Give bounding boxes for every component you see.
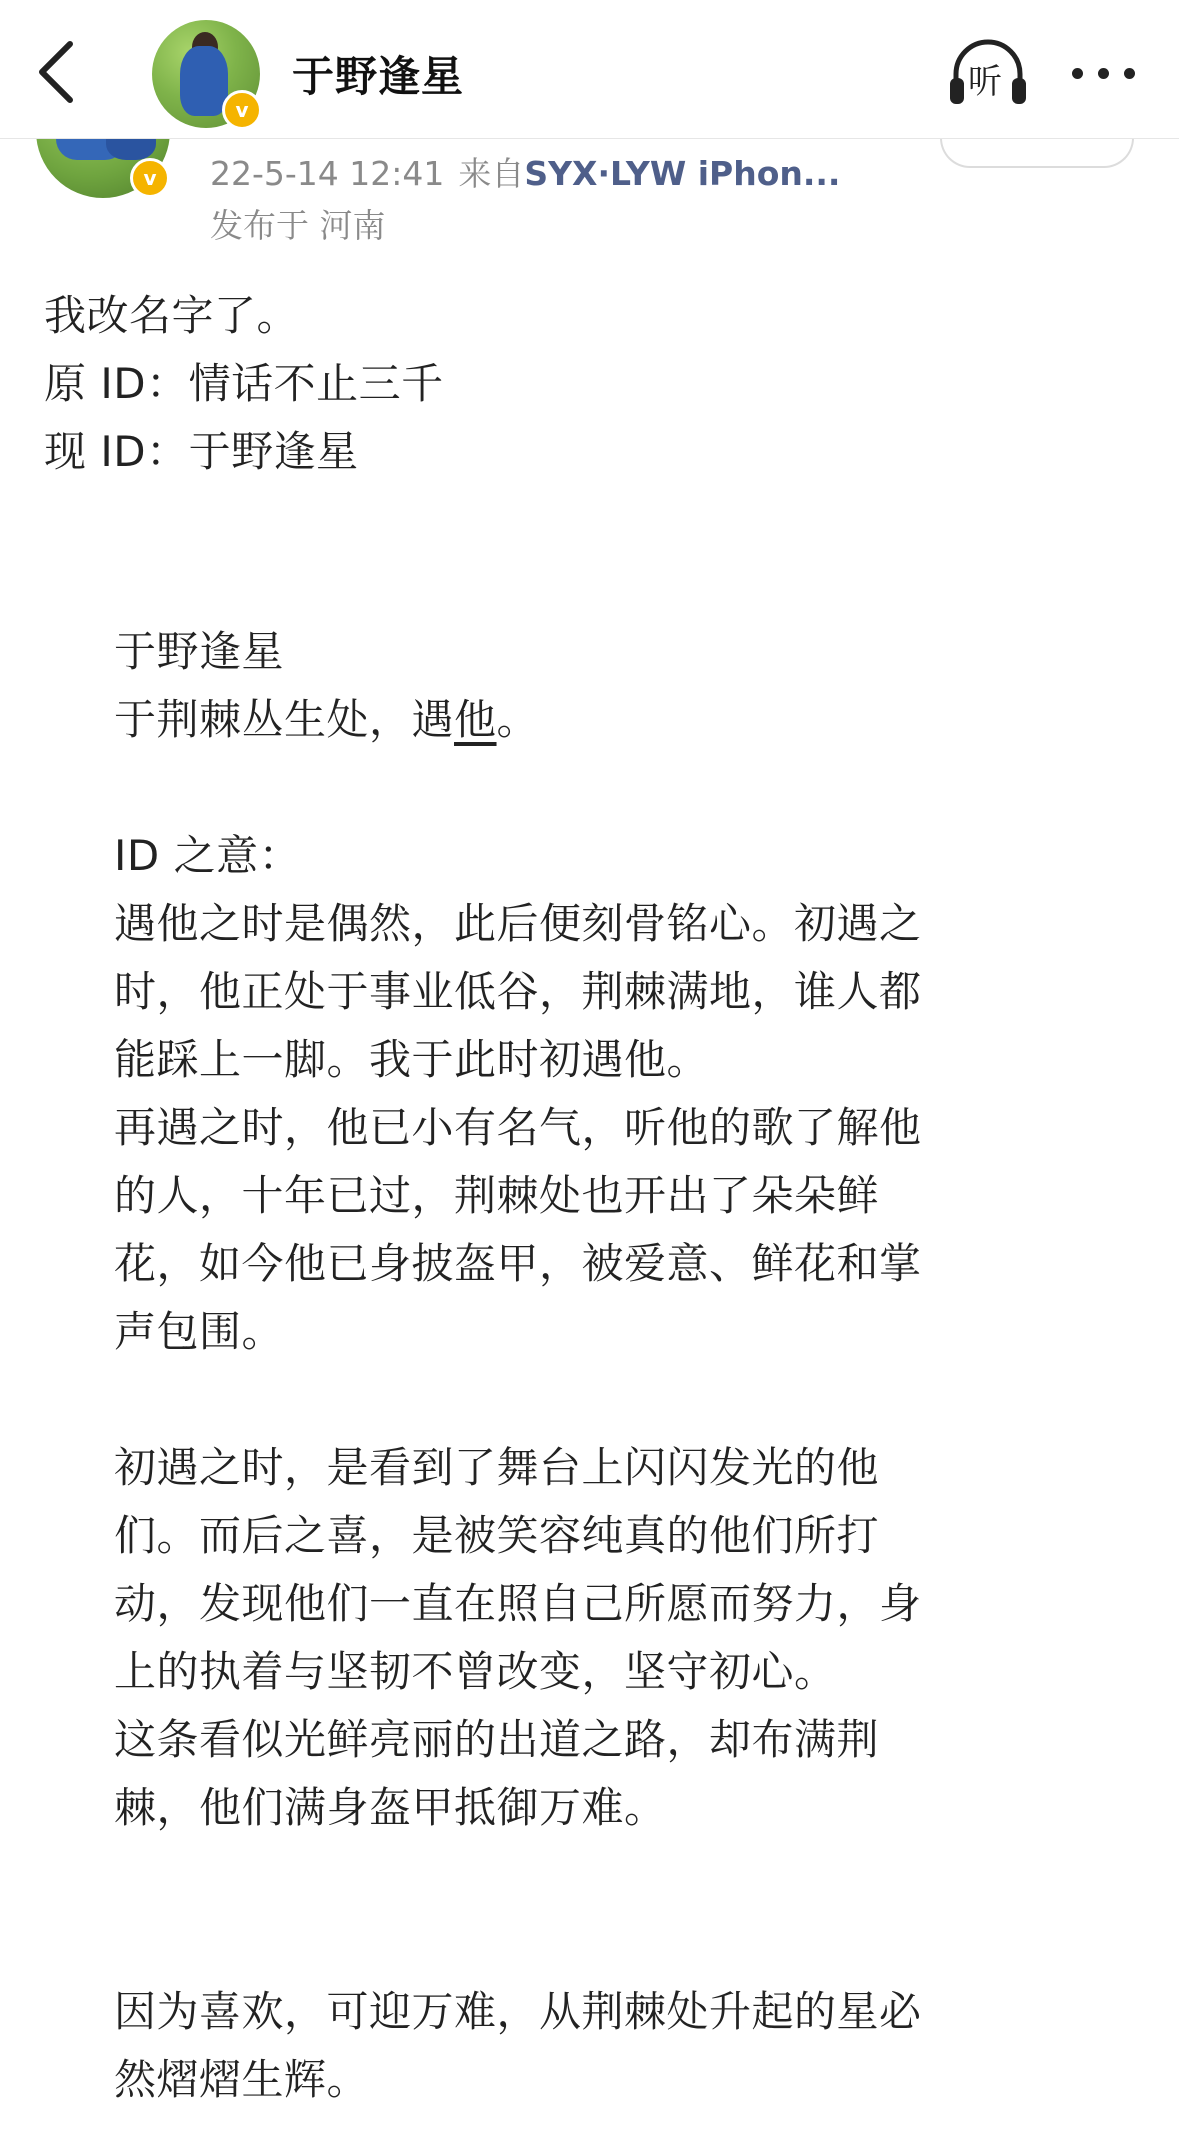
- source-prefix: 来自: [458, 154, 525, 193]
- id-name: 于野逢星: [114, 627, 285, 676]
- verified-badge-icon: v: [130, 158, 170, 198]
- paragraph-line: 时，他正处于事业低谷，荆棘满地，谁人都: [114, 967, 922, 1016]
- paragraph-line: 花，如今他已身披盔甲，被爱意、鲜花和掌: [114, 1239, 922, 1288]
- paragraph-line: 能踩上一脚。我于此时初遇他。: [114, 1035, 710, 1084]
- paragraph-line: 们。而后之喜，是被笑容纯真的他们所打: [114, 1511, 880, 1560]
- paragraph-line: 声包围。: [114, 1307, 285, 1356]
- id-slogan: [114, 686, 539, 754]
- post-timestamp: 22-5-14 12:41: [210, 154, 445, 193]
- paragraph-line: 再遇之时，他已小有名气，听他的歌了解他: [114, 1103, 922, 1152]
- post-location: 发布于 河南: [210, 206, 386, 245]
- paragraph-line: 然熠熠生辉。: [114, 2055, 370, 2104]
- listen-label: 听: [968, 62, 1002, 102]
- paragraph-line: 的人，十年已过，荆棘处也开出了朵朵鲜: [114, 1171, 880, 1220]
- more-button[interactable]: [1066, 48, 1142, 98]
- intro-line: 现 ID：于野逢星: [44, 427, 359, 476]
- post-source-link[interactable]: SYX·LYW iPhon...: [524, 154, 841, 193]
- more-dots-icon: [1072, 68, 1083, 79]
- top-navbar: [0, 0, 1179, 139]
- paragraph-line: 上的执着与坚韧不曾改变，坚守初心。: [114, 1647, 837, 1696]
- slogan-punct: 。: [496, 695, 540, 744]
- avatar-figure: [180, 46, 228, 116]
- paragraph-line: 棘，他们满身盔甲抵御万难。: [114, 1783, 667, 1832]
- paragraph-line: 遇他之时是偶然，此后便刻骨铭心。初遇之: [114, 899, 922, 948]
- intro-line: 我改名字了。: [44, 291, 300, 340]
- more-dots-icon: [1098, 68, 1109, 79]
- post-meta: [210, 148, 840, 195]
- meaning-heading: ID 之意：: [114, 831, 302, 880]
- slogan-underlined: 他: [454, 695, 497, 744]
- paragraph-line: 因为喜欢，可迎万难，从荆棘处升起的星必: [114, 1987, 922, 2036]
- back-button[interactable]: [30, 36, 90, 106]
- slogan-text: 于荆棘丛生处，遇: [114, 695, 455, 744]
- chevron-left-icon: [30, 36, 90, 106]
- paragraph-line: 动，发现他们一直在照自己所愿而努力，身: [114, 1579, 922, 1628]
- paragraph-line: 初遇之时，是看到了舞台上闪闪发光的他: [114, 1443, 880, 1492]
- listen-button[interactable]: [946, 34, 1030, 110]
- more-dots-icon: [1124, 68, 1135, 79]
- verified-badge-icon: v: [222, 90, 262, 130]
- intro-line: 原 ID：情话不止三千: [44, 359, 444, 408]
- paragraph-line: 这条看似光鲜亮丽的出道之路，却布满荆: [114, 1715, 880, 1764]
- nav-title[interactable]: 于野逢星: [292, 52, 465, 101]
